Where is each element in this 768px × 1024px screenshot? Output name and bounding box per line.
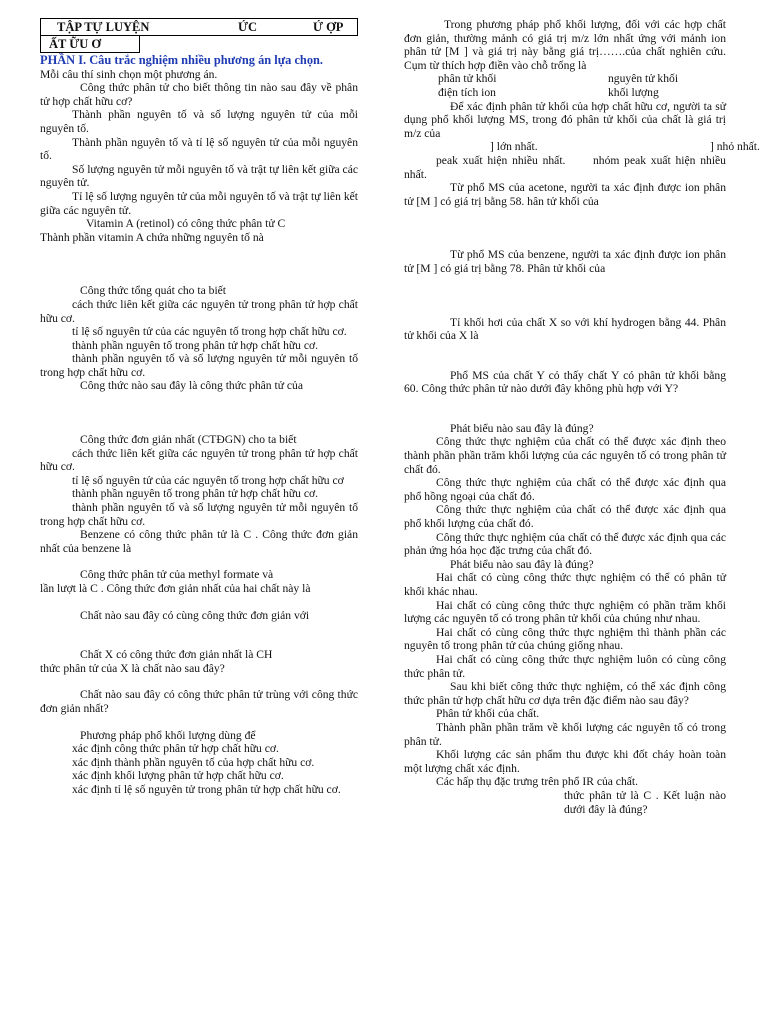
left-column — [40, 18, 358, 797]
question-12: Trong phương pháp phổ khối lượng, đối với các hợp chất đơn giản, thường mảnh có giá trị m/z lớn nhất ứng với mảnh ion phân tử [M ] và giá trị này bằng giá trị…….của chất nghiên cứu. Cụm từ thích hợp điền vào chỗ trống là — [404, 18, 726, 72]
q12-option-b: nguyên tử khối — [608, 72, 679, 86]
question-9-line-2: thức phân tử của X là chất nào sau đây? — [40, 661, 225, 675]
q20-option-d: Các hấp thụ đặc trưng trên phổ IR của chất. — [436, 775, 639, 789]
q12-option-a: phân tử khối — [438, 72, 497, 86]
q1-option-b: Thành phần nguyên tố và tỉ lệ số nguyên tử của mỗi nguyên tố. — [40, 135, 358, 163]
q20-option-b: Thành phần phần trăm về khối lượng các nguyên tố có trong phân tử. — [404, 720, 726, 748]
question-10: Chất nào sau đây có công thức phân tử trùng với công thức đơn giản nhất? — [40, 688, 358, 715]
q5-option-a: cách thức liên kết giữa các nguyên tử trong phân tử hợp chất hữu cơ. — [40, 446, 358, 474]
question-6: Benzene có công thức phân tử là C . Công thức đơn giản nhất của benzene là — [40, 528, 358, 555]
question-18: Phát biểu nào sau đây là đúng? — [450, 421, 594, 435]
question-16: Tỉ khối hơi của chất X so với khí hydrogen bằng 44. Phân tử khối của X là — [404, 315, 726, 343]
title-text-3: Ứ ỢP — [313, 20, 344, 34]
question-7: Công thức phân tử của methyl formate và — [80, 568, 274, 582]
question-4: Công thức nào sau đây là công thức phân tử của — [80, 379, 303, 393]
q12-option-c: điện tích ion — [438, 85, 496, 99]
question-9: Chất X có công thức đơn giản nhất là CH — [80, 648, 273, 662]
q20-option-a: Phân tử khối của chất. — [436, 707, 540, 721]
question-2: Vitamin A (retinol) có công thức phân tử C — [86, 217, 286, 231]
q13-option-cd — [404, 154, 726, 181]
q13-option-a: ] lớn nhất. — [490, 140, 538, 154]
q3-option-c: thành phần nguyên tố trong phân tử hợp chất hữu cơ. — [72, 338, 319, 352]
q19-option-b: Hai chất có cùng công thức thực nghiệm có phần trăm khối lượng các nguyên tố có trong phân tử khối của chúng như nhau. — [404, 598, 726, 626]
q11-option-b: xác định thành phần nguyên tố của hợp chất hữu cơ. — [72, 755, 315, 769]
question-1: Công thức phân tử cho biết thông tin nào sau đây về phân tử hợp chất hữu cơ? — [40, 81, 358, 108]
question-7-line-2: lần lượt là C . Công thức đơn giản nhất của hai chất này là — [40, 582, 311, 595]
right-column — [404, 18, 760, 816]
q5-option-d: thành phần nguyên tố và số lượng nguyên tử mỗi nguyên tố trong hợp chất hữu cơ. — [40, 501, 358, 528]
q19-option-d: Hai chất có cùng công thức thực nghiệm luôn có cùng công thức phân tử. — [404, 652, 726, 680]
question-3: Công thức tổng quát cho ta biết — [80, 284, 227, 298]
q19-option-c: Hai chất có cùng công thức thực nghiệm thì thành phần các nguyên tố trong phân tử của chúng giống nhau. — [404, 625, 726, 653]
question-13: Để xác định phân tử khối của hợp chất hữu cơ, người ta sử dụng phổ khối lượng MS, trong đó phân tử khối của chất là giá trị m/z của — [404, 99, 726, 140]
q20-option-c: Khối lượng các sản phẩm thu được khi đốt cháy hoàn toàn một lượng chất xác định. — [404, 748, 726, 775]
q12-option-d: khối lượng — [608, 85, 659, 99]
q18-option-a: Công thức thực nghiệm của chất có thể được xác định theo thành phần phần trăm khối lượng của các nguyên tố có trong phân tử chất đó. — [404, 435, 726, 476]
question-19: Phát biểu nào sau đây là đúng? — [450, 557, 594, 571]
question-20: Sau khi biết công thức thực nghiệm, có thể xác định công thức phân tử hợp chất hữu cơ dựa trên đặc điểm nào sau đây? — [404, 680, 726, 707]
q19-option-a: Hai chất có cùng công thức thực nghiệm có thể có phân tử khối khác nhau. — [404, 571, 726, 598]
question-15: Từ phổ MS của benzene, người ta xác định được ion phân tử [M ] có giá trị bằng 78. Phân tử khối của — [404, 248, 726, 275]
section-title: PHẦN I. Câu trắc nghiệm nhiều phương án lựa chọn. — [40, 53, 324, 67]
q1-option-c: Số lượng nguyên tử mỗi nguyên tố và trật tự liên kết giữa các nguyên tử. — [40, 162, 358, 190]
q18-option-d: Công thức thực nghiệm của chất có thể được xác định qua các phản ứng hóa học đặc trưng của chất đó. — [404, 530, 726, 558]
q1-option-a: Thành phần nguyên tố và số lượng nguyên tử của mỗi nguyên tố. — [40, 108, 358, 135]
q11-option-a: xác định công thức phân tử hợp chất hữu cơ. — [72, 742, 279, 756]
q11-option-c: xác định khối lượng phân tử hợp chất hữu cơ. — [72, 769, 284, 783]
title-text-2: ỨC — [238, 20, 257, 34]
q18-option-c: Công thức thực nghiệm của chất có thể được xác định qua phổ khối lượng của chất đó. — [404, 503, 726, 531]
question-14: Từ phổ MS của acetone, người ta xác định được ion phân tử [M ] có giá trị bằng 58. hân tử khối của — [404, 181, 726, 208]
q13-option-d: nhóm peak xuất hiện nhiều nhất. — [404, 153, 726, 181]
q18-option-b: Công thức thực nghiệm của chất có thể được xác định qua phổ hồng ngoại của chất đó. — [404, 476, 726, 503]
instruction: Mỗi câu thí sinh chọn một phương án. — [40, 67, 218, 81]
title-box — [40, 18, 356, 52]
q13-option-c: peak xuất hiện nhiều nhất. — [436, 153, 566, 167]
q3-option-a: cách thức liên kết giữa các nguyên tử trong phân tử hợp chất hữu cơ. — [40, 297, 358, 325]
question-17: Phổ MS của chất Y cỏ thấy chất Y có phân tử khối bằng 60. Công thức phân tử nào dưới đây không phù hợp với Y? — [404, 368, 726, 396]
q13-option-b: ] nhỏ nhất. — [710, 140, 760, 154]
q11-option-d: xác định tỉ lệ số nguyên tử trong phân tử hợp chất hữu cơ. — [72, 782, 341, 796]
title-row-1 — [40, 18, 358, 36]
title-text-1: TẬP TỰ LUYỆN — [57, 20, 150, 34]
title-text-4: ẤT ỮU Ơ — [49, 37, 102, 51]
q5-option-b: tỉ lệ số nguyên tử của các nguyên tố trong hợp chất hữu cơ — [72, 473, 344, 487]
q3-option-b: tỉ lệ số nguyên tử của các nguyên tố trong hợp chất hữu cơ. — [72, 325, 347, 339]
question-2-line-2: Thành phần vitamin A chứa những nguyên tố nà — [40, 230, 264, 244]
q13-options — [404, 140, 760, 154]
question-5: Công thức đơn giản nhất (CTĐGN) cho ta biết — [80, 433, 297, 447]
question-21 — [404, 789, 726, 816]
title-row-2 — [40, 35, 140, 53]
question-8: Chất nào sau đây có cùng công thức đơn giản với — [80, 608, 310, 622]
question-11: Phương pháp phổ khối lượng dùng để — [80, 728, 256, 742]
q3-option-d: thành phần nguyên tố và số lượng nguyên tử mỗi nguyên tố trong hợp chất hữu cơ. — [40, 352, 358, 379]
q5-option-c: thành phần nguyên tố trong phân tử hợp chất hữu cơ. — [72, 487, 319, 501]
q12-options — [404, 72, 726, 99]
question-21-text: thức phân tử là C . Kết luận nào dưới đây là đúng? — [564, 788, 726, 816]
q1-option-d: Tỉ lệ số lượng nguyên tử của mỗi nguyên tố và trật tự liên kết giữa các nguyên tử. — [40, 189, 358, 217]
